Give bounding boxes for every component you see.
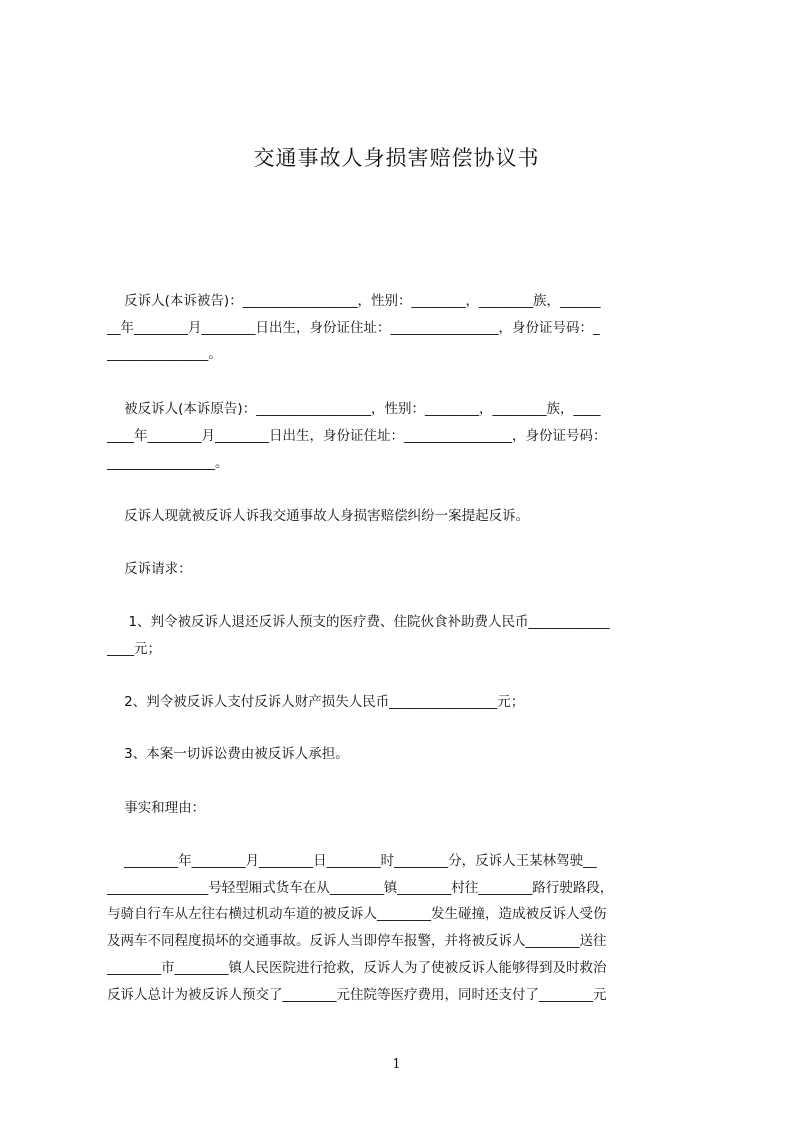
counterclaim-statement: 反诉人现就被反诉人诉我交通事故人身损害赔偿纠纷一案提起反诉。 <box>107 508 530 524</box>
counter-respondent-line-1: 被反诉人(本诉原告)：_________________，性别：________，________族，____ <box>107 401 601 417</box>
facts-line-1: ________年________月________日________时________分，反诉人王某林驾驶__ <box>107 853 597 869</box>
facts-line-4: 及两车不同程度损坏的交通事故。反诉人当即停车报警，并将被反诉人________送往 <box>107 933 607 949</box>
claim-1-line-2: ____元； <box>107 641 161 657</box>
facts-line-6: 反诉人总计为被反诉人预交了________元住院等医疗费用，同时还支付了________元 <box>107 987 607 1003</box>
claims-heading: 反诉请求： <box>107 561 192 577</box>
respondent-line-1: 反诉人(本诉被告)：_________________，性别：________，________族，______ <box>107 293 601 309</box>
claim-3: 3、本案一切诉讼费由被反诉人承担。 <box>107 746 349 762</box>
facts-line-2: _______________号轻型厢式货车在从________镇________村往________路行驶路段， <box>107 880 614 896</box>
respondent-line-2: __年________月________日出生，身份证住址：________________，身份证号码：_ <box>107 320 600 336</box>
page-number: 1 <box>392 1057 401 1072</box>
counter-respondent-line-3: ________________。 <box>107 455 229 471</box>
page-title: 交通事故人身损害赔偿协议书 <box>253 146 540 170</box>
facts-line-3: 与骑自行车从左往右横过机动车道的被反诉人________发生碰撞，造成被反诉人受伤 <box>107 906 607 922</box>
counter-respondent-line-2: ____年________月________日出生，身份证住址：________________，身份证号码： <box>107 428 607 444</box>
claim-2: 2、判令被反诉人支付反诉人财产损失人民币________________元； <box>107 694 525 710</box>
facts-line-5: ________市________镇人民医院进行抢救，反诉人为了使被反诉人能够得到及时救治 <box>107 960 607 976</box>
facts-heading: 事实和理由： <box>107 800 206 816</box>
claim-1-line-1: 1、判令被反诉人退还反诉人预支的医疗费、住院伙食补助费人民币____________ <box>107 614 610 630</box>
respondent-line-3: _______________。 <box>107 346 222 362</box>
